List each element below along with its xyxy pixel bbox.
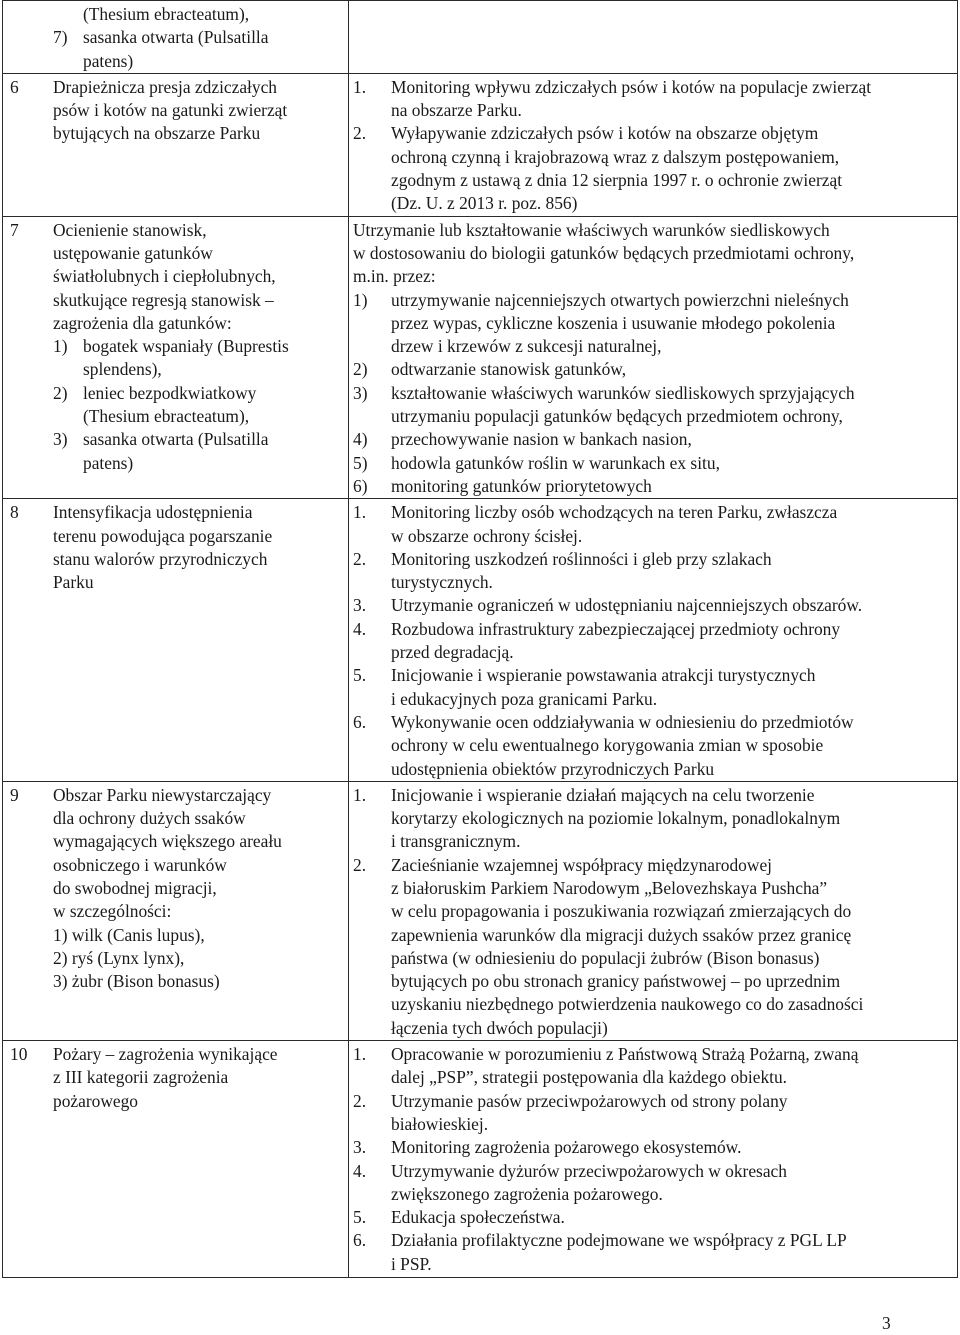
threat-species: 3) sasanka otwarta (Pulsatilla patens)	[53, 429, 269, 473]
table-row	[3, 216, 958, 499]
threat-cell: 6 Drapieżnicza presja zdziczałych psów i kotów na gatunki zwierząt bytujących na obszarze Parku	[3, 73, 349, 216]
threat-cell	[3, 1, 349, 74]
threat-cell: 7 Ocienienie stanowisk, ustępowanie gatunków światłolubnych i ciepłolubnych, skutkujące regresją stanowisk – zagrożenia dla gatunków: 1) bogatek wspaniały (Buprestis splendens), 2) leniec bezpodkwiatkowy (Thesium ebracteatum), 3) sasanka otwarta (Pulsatilla patens)	[3, 216, 349, 499]
measures-cell	[349, 499, 958, 782]
threat-cell: 9 Obszar Parku niewystarczający dla ochrony dużych ssaków wymagających większego areału osobniczego i warunków do swobodnej migracji, w szczególności: 1) wilk (Canis lupus), 2) ryś (Lynx lynx), 3) żubr (Bison bonasus)	[3, 781, 349, 1040]
measure-item: 3. Utrzymanie ograniczeń w udostępnianiu najcenniejszych obszarów.	[353, 595, 863, 616]
measures-intro: w dostosowaniu do biologii gatunków będących przedmiotami ochrony,	[353, 242, 855, 263]
table-row	[3, 73, 958, 216]
threat-species: 7) sasanka otwarta (Pulsatilla patens)	[53, 27, 269, 71]
measure-item: 2. Monitoring uszkodzeń roślinności i gleb przy szlakach turystycznych.	[353, 548, 772, 593]
row-number: 7	[10, 219, 19, 240]
measure-item: 1. Monitoring liczby osób wchodzących na teren Parku, zwłaszcza w obszarze ochrony ścisłej.	[353, 502, 838, 546]
measure-item: 1. Inicjowanie i wspieranie działań mających na celu tworzenie korytarzy ekologicznych na poziomie lokalnym, ponadlokalnym i transgranicznym.	[353, 784, 841, 852]
measure-item: 1. Monitoring wpływu zdziczałych psów i kotów na populacje zwierząt na obszarze Parku.	[353, 76, 872, 121]
measure-item: 2) odtwarzanie stanowisk gatunków,	[353, 359, 627, 380]
row-number: 8	[10, 502, 19, 523]
measure-item: 4. Rozbudowa infrastruktury zabezpieczającej przedmioty ochrony przed degradacją.	[353, 618, 841, 663]
measure-item: 3) kształtowanie właściwych warunków siedliskowych sprzyjających utrzymaniu populacji gatunków będących przedmiotem ochrony,	[353, 382, 855, 427]
measure-item: 6. Działania profilaktyczne podejmowane we współpracy z PGL LP i PSP.	[353, 1230, 847, 1274]
measure-item: 2. Zacieśnianie wzajemnej współpracy międzynarodowej z białoruskim Parkiem Narodowym „Belovezhskaya Pushcha” w celu propagowania i poszukiwania rozwiązań zmierzających do zapewnienia warunków dla migracji dużych ssaków przez granicę państwa (w odniesieniu do populacji żubrów (Bison bonasus) bytujących po obu stronach granicy państwowej – po uprzednim uzyskaniu niezbędnego potwierdzenia naukowego co do zasadności łączenia tych dwóch populacji)	[353, 854, 864, 1038]
measure-item: 4. Utrzymywanie dyżurów przeciwpożarowych w okresach zwiększonego zagrożenia pożarowego.	[353, 1160, 787, 1204]
table-row	[3, 1041, 958, 1278]
measure-item: 5) hodowla gatunków roślin w warunkach ex situ,	[353, 452, 720, 473]
measure-item: 5. Inicjowanie i wspieranie powstawania atrakcji turystycznych i edukacyjnych poza granicami Parku.	[353, 665, 816, 709]
threat-species: 2) leniec bezpodkwiatkowy (Thesium ebracteatum),	[53, 382, 257, 427]
measure-item: 5. Edukacja społeczeństwa.	[353, 1207, 565, 1228]
measure-item: 4) przechowywanie nasion w bankach nasion,	[353, 429, 692, 450]
measure-item: 1) utrzymywanie najcenniejszych otwartych powierzchni nieleśnych przez wypas, cykliczne koszenia i usuwanie młodego pokolenia drzew i krzewów z sukcesji naturalnej,	[353, 289, 849, 357]
table-row	[3, 499, 958, 782]
measure-item: 1. Opracowanie w porozumieniu z Państwową Strażą Pożarną, zwaną dalej „PSP”, strategii postępowania dla każdego obiektu.	[353, 1044, 859, 1088]
threat-line: (Thesium ebracteatum),	[83, 4, 250, 24]
measures-cell	[349, 1041, 958, 1278]
measures-cell	[349, 781, 958, 1040]
measures-cell	[349, 216, 958, 499]
measure-item: 2. Utrzymanie pasów przeciwpożarowych od strony polany białowieskiej.	[353, 1090, 788, 1134]
threat-cell: 8 Intensyfikacja udostępnienia terenu powodująca pogarszanie stanu walorów przyrodniczych Parku	[3, 499, 349, 782]
row-number: 6	[10, 76, 19, 97]
row-number: 9	[10, 784, 19, 805]
measures-cell	[349, 73, 958, 216]
threats-table	[2, 0, 958, 1278]
measures-intro: Utrzymanie lub kształtowanie właściwych warunków siedliskowych	[353, 219, 830, 240]
table-row	[3, 1, 958, 74]
measure-item: 3. Monitoring zagrożenia pożarowego ekosystemów.	[353, 1137, 742, 1158]
row-number: 10	[10, 1044, 28, 1065]
measure-item: 6) monitoring gatunków priorytetowych	[353, 475, 652, 496]
measures-intro: m.in. przez:	[353, 266, 436, 287]
threat-cell: 10 Pożary – zagrożenia wynikające z III kategorii zagrożenia pożarowego	[3, 1041, 349, 1278]
measures-cell	[349, 1, 958, 74]
table-row	[3, 781, 958, 1040]
page-number: 3	[882, 1313, 891, 1333]
measure-item: 2. Wyłapywanie zdziczałych psów i kotów na obszarze objętym ochroną czynną i krajobrazową wraz z dalszym postępowaniem, zgodnym z ustawą z dnia 12 sierpnia 1997 r. o ochronie zwierząt (Dz. U. z 2013 r. poz. 856)	[353, 123, 843, 214]
measure-item: 6. Wykonywanie ocen oddziaływania w odniesieniu do przedmiotów ochrony w celu ewentualnego korygowania zmian w sposobie udostępnienia obiektów przyrodniczych Parku	[353, 711, 854, 779]
threat-species: 1) bogatek wspaniały (Buprestis splendens),	[53, 336, 289, 380]
